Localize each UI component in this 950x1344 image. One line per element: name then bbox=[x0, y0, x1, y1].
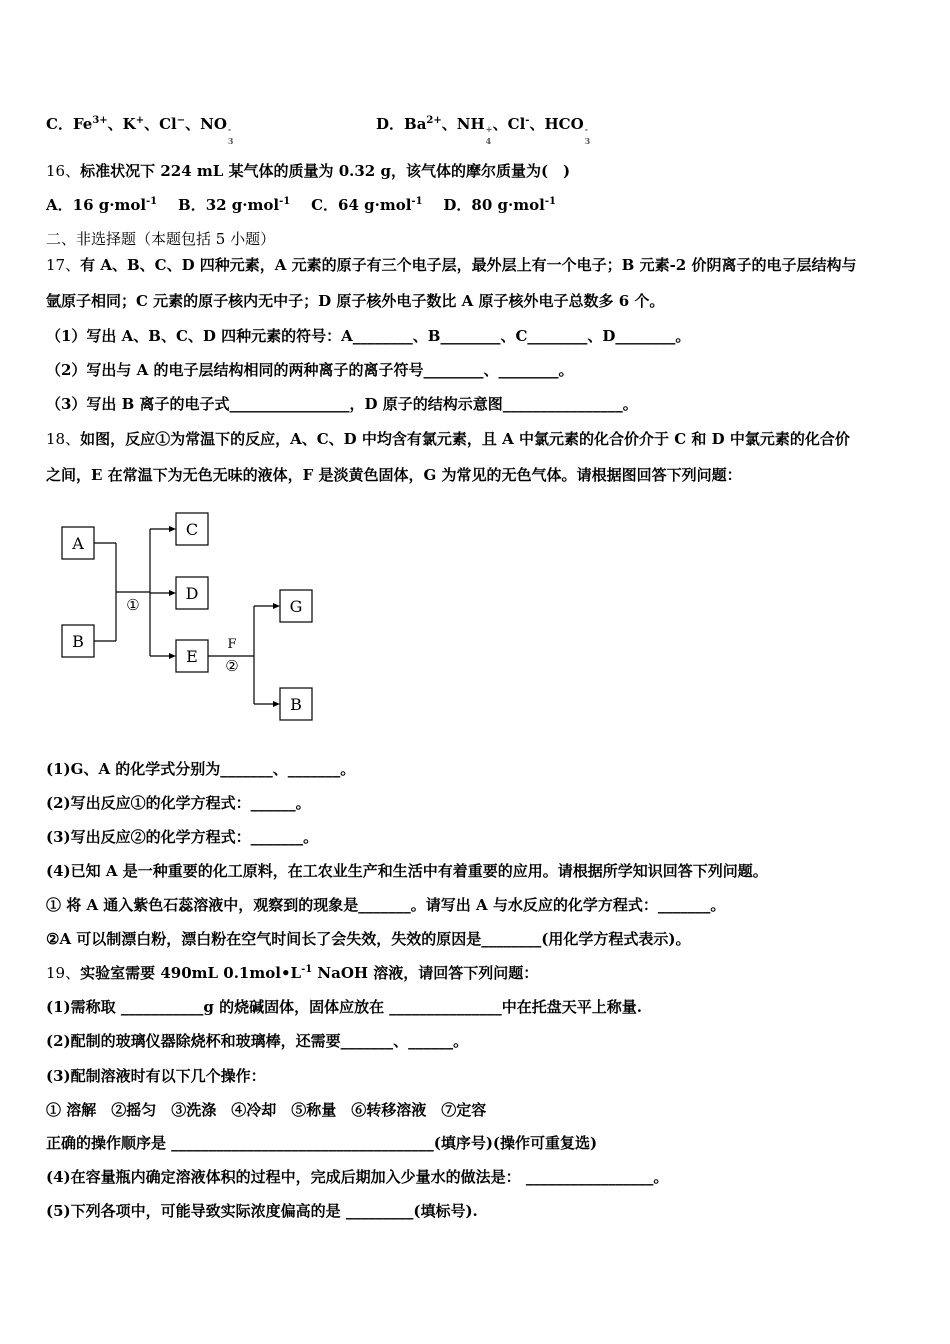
q19-sub4: (4)在容量瓶内确定溶液体积的过程中，完成后期加入少量水的做法是： _________________。 bbox=[46, 1168, 669, 1186]
q18-sub4: (4)已知 A 是一种重要的化工原料，在工农业生产和生活中有着重要的应用。请根据所学知识回答下列问题。 bbox=[46, 862, 768, 880]
reagent-f-label: F bbox=[227, 637, 237, 652]
box-b2-label: B bbox=[290, 695, 302, 714]
box-g-label: G bbox=[289, 597, 303, 616]
reaction1-label: ① bbox=[126, 596, 140, 614]
box-d-label: D bbox=[185, 584, 199, 603]
q19-order: 正确的操作顺序是 ___________________________________(填序号)(操作可重复选) bbox=[46, 1134, 598, 1152]
q17-sub2: （2）写出与 A 的电子层结构相同的两种离子的离子符号________、________。 bbox=[46, 361, 574, 379]
q19-stem: 19、实验室需要 490mL $0.1mol•L^{-1}$ NaOH 溶液，请回答下列问题： bbox=[46, 964, 539, 982]
q18-sub4-2: ②A 可以制漂白粉，漂白粉在空气时间长了会失效，失效的原因是________(用化学方程式表示)。 bbox=[46, 930, 691, 948]
box-c-label: C bbox=[185, 520, 199, 539]
box-a-label: A bbox=[72, 534, 84, 553]
q18-stem-1: 18、如图，反应①为常温下的反应，A、C、D 中均含有氯元素，且 A 中氯元素的化合价介于 C 和 D 中氯元素的化合价 bbox=[46, 430, 850, 448]
q15-option-c: C．$Fe^{3+}$、K+、Cl−、NO - 3 bbox=[46, 115, 234, 146]
q17-stem-2: 氩原子相同；C 元素的原子核内无中子；D 原子核外电子数比 A 原子核外电子总数多 6 个。 bbox=[46, 292, 665, 310]
section-title: 二、非选择题（本题包括 5 小题） bbox=[46, 230, 276, 248]
q17-sub1: （1）写出 A、B、C、D 四种元素的符号：A________、B________、C________、D________。 bbox=[46, 327, 691, 345]
q19-ops: ① 溶解 ②摇匀 ③洗涤 ④冷却 ⑤称量 ⑥转移溶液 ⑦定容 bbox=[46, 1101, 487, 1119]
q18-sub2: (2)写出反应①的化学方程式：______。 bbox=[46, 794, 311, 812]
q18-sub3: (3)写出反应②的化学方程式：_______。 bbox=[46, 828, 319, 846]
q19-sub1: (1)需称取 ___________g 的烧碱固体，固体应放在 _______________中在托盘天平上称量. bbox=[46, 998, 643, 1016]
q19-sub3: (3)配制溶液时有以下几个操作： bbox=[46, 1067, 266, 1085]
box-e-label: E bbox=[186, 647, 198, 666]
q18-sub4-1: ① 将 A 通入紫色石蕊溶液中，观察到的现象是_______。请写出 A 与水反应的化学方程式：_______。 bbox=[46, 896, 726, 914]
q19-sub2: (2)配制的玻璃仪器除烧杯和玻璃棒，还需要_______、______。 bbox=[46, 1032, 469, 1050]
q16-options: A．16 g·mol$^{-1}$ B．32 g·mol$^{-1}$ C．64 g·mol$^{-1}$ D．80 g·mol$^{-1}$ bbox=[46, 196, 556, 214]
box-b-label: B bbox=[72, 632, 84, 651]
q15-option-d: D．$Ba^{2+}$、NH + 4 、Cl-、HCO - 3 bbox=[376, 115, 591, 146]
q16-stem: 16、标准状况下 224 mL 某气体的质量为 0.32 g，该气体的摩尔质量为( ) bbox=[46, 162, 571, 180]
q19-sub5: (5)下列各项中，可能导致实际浓度偏高的是 _________(填标号). bbox=[46, 1202, 478, 1220]
reaction2-label: ② bbox=[225, 657, 239, 675]
q18-stem-2: 之间，E 在常温下为无色无味的液体，F 是淡黄色固体，G 为常见的无色气体。请根据图回答下列问题： bbox=[46, 466, 742, 484]
q18-sub1: (1)G、A 的化学式分别为_______、_______。 bbox=[46, 760, 356, 778]
q17-stem-1: 17、有 A、B、C、D 四种元素，A 元素的原子有三个电子层，最外层上有一个电子；B 元素-2 价阴离子的电子层结构与 bbox=[46, 256, 857, 274]
q17-sub3: （3）写出 B 离子的电子式________________，D 原子的结构示意图________________。 bbox=[46, 395, 638, 413]
